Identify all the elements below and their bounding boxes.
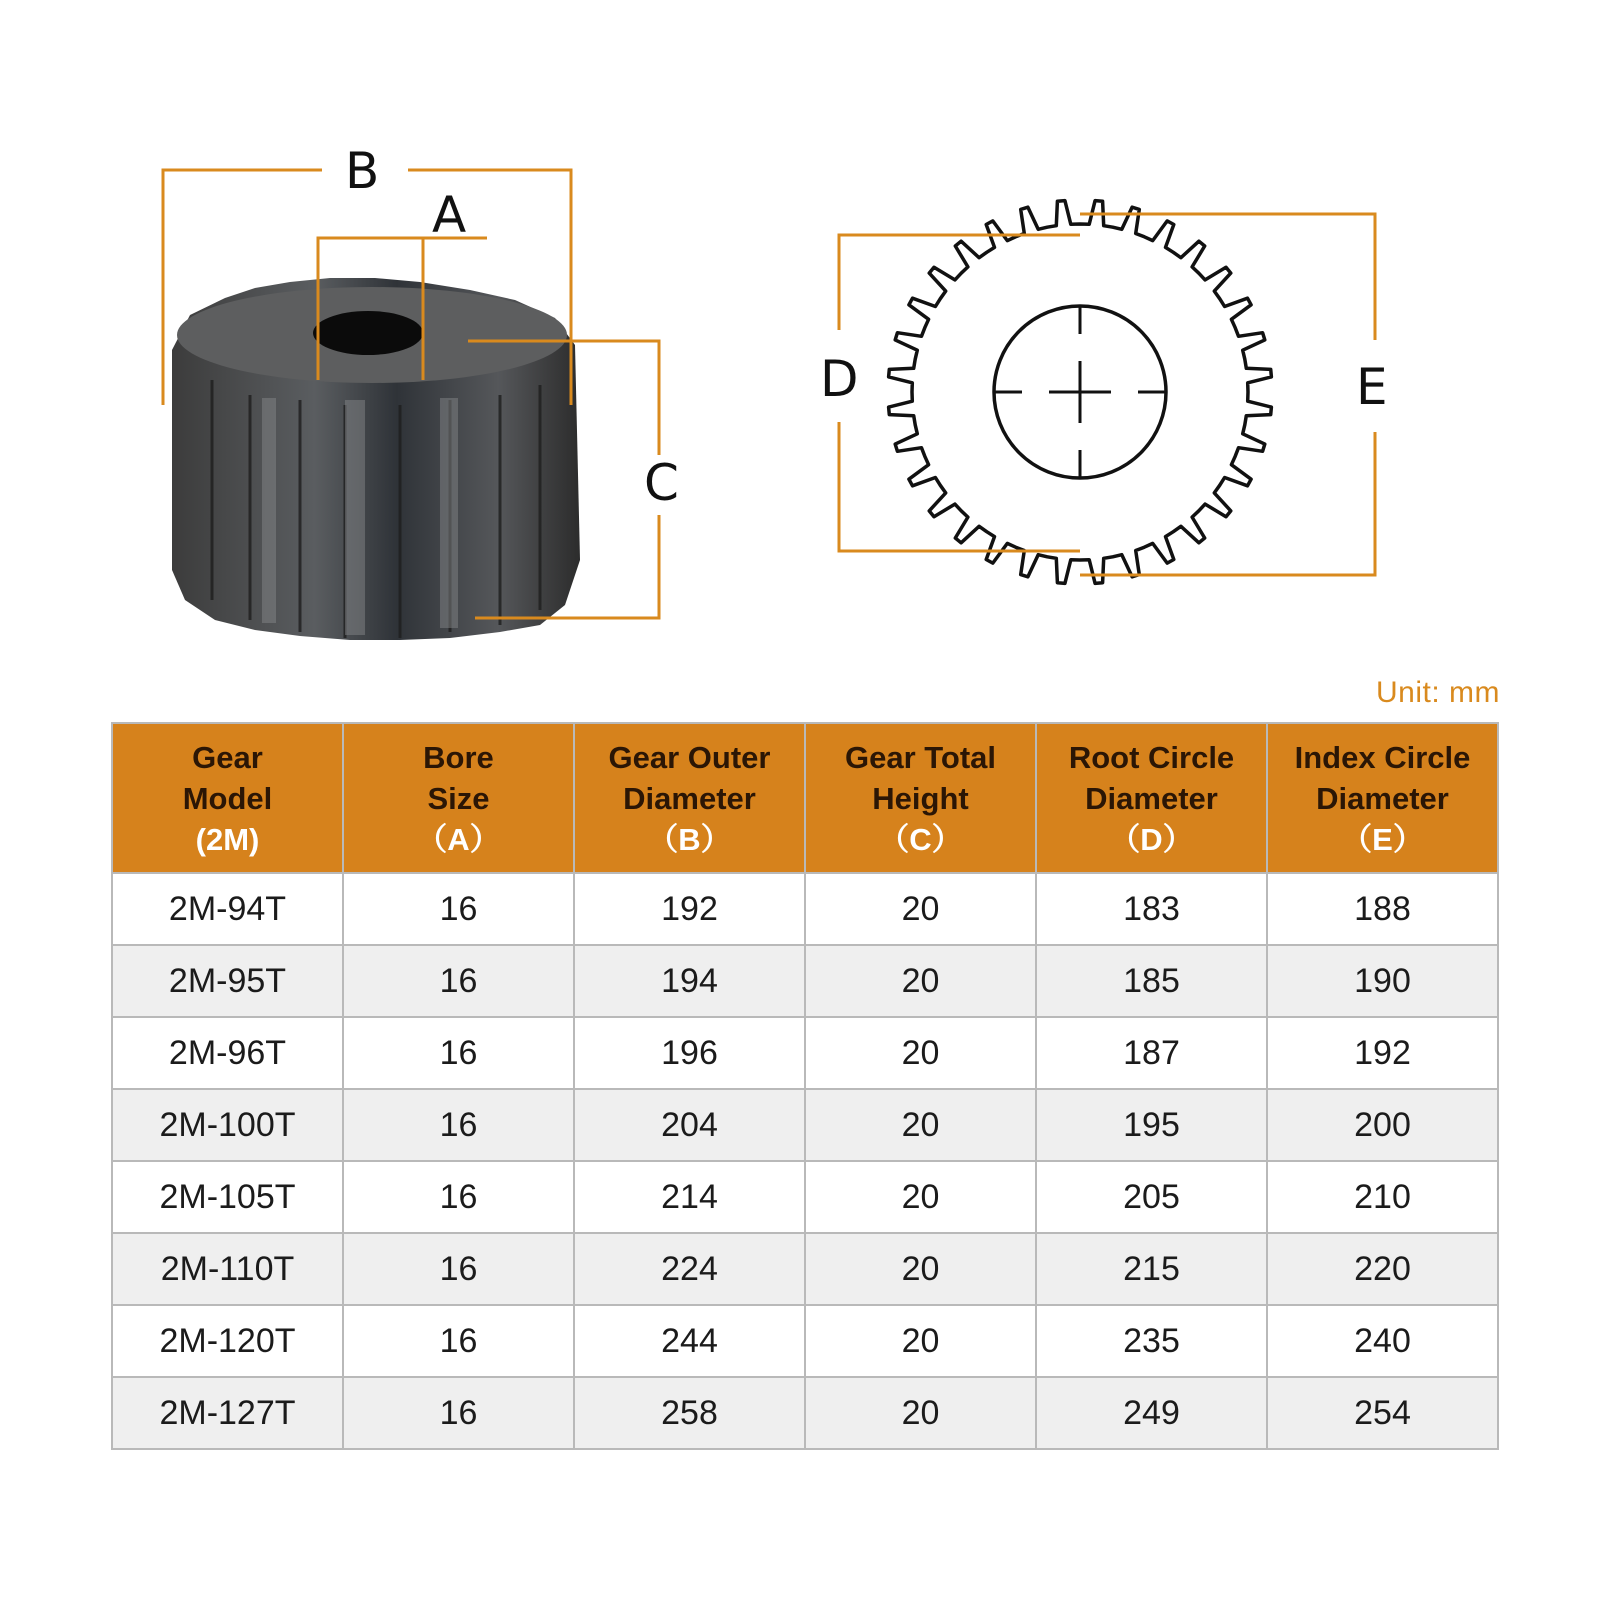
header-index-circle <box>1267 723 1498 873</box>
header-line: Diameter <box>623 780 756 816</box>
cell-outer-diameter: 214 <box>574 1161 805 1233</box>
cell-root-circle: 205 <box>1036 1161 1267 1233</box>
cell-index-circle: 254 <box>1267 1377 1498 1449</box>
drawing-dimension-lines <box>839 214 1375 575</box>
cell-gear-model: 2M-120T <box>112 1305 343 1377</box>
cell-root-circle: 185 <box>1036 945 1267 1017</box>
unit-label: Unit: mm <box>1376 676 1500 709</box>
label-e: E <box>1356 358 1388 416</box>
gear-spec-table <box>111 722 1499 1450</box>
cell-bore-size: 16 <box>343 945 574 1017</box>
cell-total-height: 20 <box>805 1161 1036 1233</box>
cell-root-circle: 215 <box>1036 1233 1267 1305</box>
header-letter: （A） <box>416 821 501 857</box>
table-row <box>112 1089 1498 1161</box>
header-line: Height <box>872 780 969 816</box>
cell-outer-diameter: 194 <box>574 945 805 1017</box>
cell-outer-diameter: 244 <box>574 1305 805 1377</box>
cell-outer-diameter: 196 <box>574 1017 805 1089</box>
cell-total-height: 20 <box>805 1089 1036 1161</box>
cell-outer-diameter: 192 <box>574 873 805 945</box>
cell-root-circle: 183 <box>1036 873 1267 945</box>
cell-gear-model: 2M-105T <box>112 1161 343 1233</box>
cell-gear-model: 2M-127T <box>112 1377 343 1449</box>
table-row <box>112 1305 1498 1377</box>
cell-index-circle: 188 <box>1267 873 1498 945</box>
cell-index-circle: 200 <box>1267 1089 1498 1161</box>
header-bore-size <box>343 723 574 873</box>
table-row <box>112 1017 1498 1089</box>
table-row <box>112 945 1498 1017</box>
header-outer-diameter <box>574 723 805 873</box>
cell-bore-size: 16 <box>343 1305 574 1377</box>
header-line: Gear Total <box>844 739 997 775</box>
cell-total-height: 20 <box>805 1233 1036 1305</box>
gear-photo <box>172 278 580 640</box>
cell-gear-model: 2M-94T <box>112 873 343 945</box>
header-line: Diameter <box>1085 780 1218 816</box>
header-letter: （E） <box>1341 821 1424 857</box>
cell-total-height: 20 <box>805 1305 1036 1377</box>
header-letter: （C） <box>878 821 963 857</box>
header-line: Diameter <box>1316 780 1449 816</box>
label-a: A <box>432 186 467 244</box>
cell-gear-model: 2M-95T <box>112 945 343 1017</box>
header-line: Model <box>182 780 273 816</box>
table-row <box>112 1377 1498 1449</box>
cell-bore-size: 16 <box>343 873 574 945</box>
cell-bore-size: 16 <box>343 1233 574 1305</box>
label-b: B <box>345 142 380 200</box>
cell-total-height: 20 <box>805 945 1036 1017</box>
header-line: Gear Outer <box>608 739 771 775</box>
cell-root-circle: 235 <box>1036 1305 1267 1377</box>
cell-total-height: 20 <box>805 1377 1036 1449</box>
table-row <box>112 1161 1498 1233</box>
gear-drawing <box>889 201 1272 584</box>
cell-bore-size: 16 <box>343 1161 574 1233</box>
bore-hole <box>313 311 423 355</box>
cell-outer-diameter: 258 <box>574 1377 805 1449</box>
dim-line-e-bottom <box>1080 432 1375 575</box>
header-total-height <box>805 723 1036 873</box>
header-letter: （D） <box>1109 821 1194 857</box>
header-root-circle <box>1036 723 1267 873</box>
cell-bore-size: 16 <box>343 1377 574 1449</box>
table-header-row <box>112 723 1498 873</box>
table-row <box>112 873 1498 945</box>
cell-bore-size: 16 <box>343 1017 574 1089</box>
cell-index-circle: 220 <box>1267 1233 1498 1305</box>
cell-root-circle: 195 <box>1036 1089 1267 1161</box>
cell-bore-size: 16 <box>343 1089 574 1161</box>
table-row <box>112 1233 1498 1305</box>
label-d: D <box>820 350 859 408</box>
header-letter: （B） <box>647 821 732 857</box>
cell-root-circle: 249 <box>1036 1377 1267 1449</box>
cell-outer-diameter: 224 <box>574 1233 805 1305</box>
header-line: Size <box>427 780 490 816</box>
label-c: C <box>644 454 679 512</box>
header-letter: (2M) <box>195 821 260 857</box>
cell-gear-model: 2M-110T <box>112 1233 343 1305</box>
cell-total-height: 20 <box>805 1017 1036 1089</box>
cell-root-circle: 187 <box>1036 1017 1267 1089</box>
gear-diagram <box>0 0 1600 680</box>
cell-gear-model: 2M-100T <box>112 1089 343 1161</box>
cell-gear-model: 2M-96T <box>112 1017 343 1089</box>
header-line: Root Circle <box>1068 739 1235 775</box>
header-line: Gear <box>192 739 263 775</box>
cell-index-circle: 192 <box>1267 1017 1498 1089</box>
cell-index-circle: 190 <box>1267 945 1498 1017</box>
cell-outer-diameter: 204 <box>574 1089 805 1161</box>
header-line: Bore <box>423 739 494 775</box>
cell-index-circle: 210 <box>1267 1161 1498 1233</box>
cell-index-circle: 240 <box>1267 1305 1498 1377</box>
header-line: Index Circle <box>1294 739 1471 775</box>
cell-total-height: 20 <box>805 873 1036 945</box>
header-gear-model <box>112 723 343 873</box>
